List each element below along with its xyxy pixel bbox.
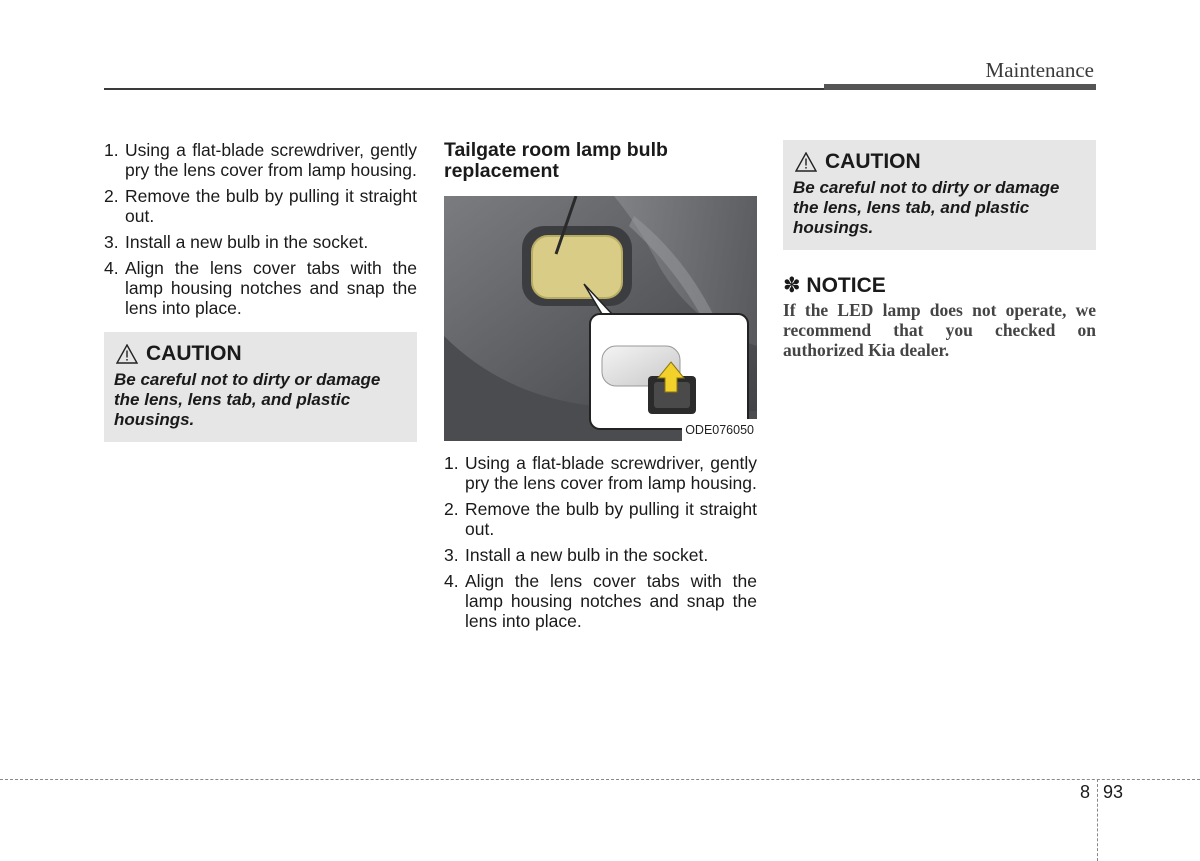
caution-heading: CAUTION — [795, 152, 1086, 172]
list-item: 1. Using a flat-blade screwdriver, gently pry the lens cover from lamp housing. — [444, 453, 757, 493]
step-list — [444, 453, 757, 631]
middle-column — [444, 140, 757, 637]
tailgate-lamp-image — [444, 196, 757, 441]
caution-box — [783, 140, 1096, 250]
lamp-illustration — [444, 196, 757, 441]
left-column — [104, 140, 417, 442]
list-item: 3. Install a new bulb in the socket. — [444, 545, 709, 565]
list-item: 3. Install a new bulb in the socket. — [104, 232, 369, 252]
list-item: 2. Remove the bulb by pulling it straight out. — [104, 186, 417, 226]
warning-triangle-icon — [116, 344, 138, 364]
list-item: 4. Align the lens cover tabs with the lamp housing notches and snap the lens into place. — [104, 258, 417, 318]
section-heading: Tailgate room lamp bulb replacement — [444, 139, 668, 182]
caution-text: Be careful not to dirty or damage the lens, lens tab, and plastic housings. — [114, 370, 381, 429]
footer-divider — [0, 779, 1200, 780]
list-item: 2. Remove the bulb by pulling it straight out. — [444, 499, 757, 539]
notice-text: If the LED lamp does not operate, we recommend that you checked on authorized Kia dealer. — [783, 300, 1096, 360]
list-item: 1. Using a flat-blade screwdriver, gently pry the lens cover from lamp housing. — [104, 140, 417, 180]
right-column — [783, 140, 1096, 360]
figure-code: ODE076050 — [682, 419, 757, 441]
header-rule-accent — [824, 84, 1096, 90]
caution-text: Be careful not to dirty or damage the lens, lens tab, and plastic housings. — [793, 178, 1060, 237]
notice-heading: ✽ NOTICE — [783, 274, 886, 297]
list-item: 4. Align the lens cover tabs with the lamp housing notches and snap the lens into place. — [444, 571, 757, 631]
step-list — [104, 140, 417, 318]
section-title: Maintenance — [985, 58, 1094, 82]
chapter-number: 8 — [1080, 782, 1091, 802]
warning-triangle-icon — [795, 152, 817, 172]
caution-box — [104, 332, 417, 442]
footer-vertical-divider — [1097, 779, 1098, 861]
page-number: 93 — [1103, 782, 1124, 802]
caution-heading: CAUTION — [116, 344, 407, 364]
